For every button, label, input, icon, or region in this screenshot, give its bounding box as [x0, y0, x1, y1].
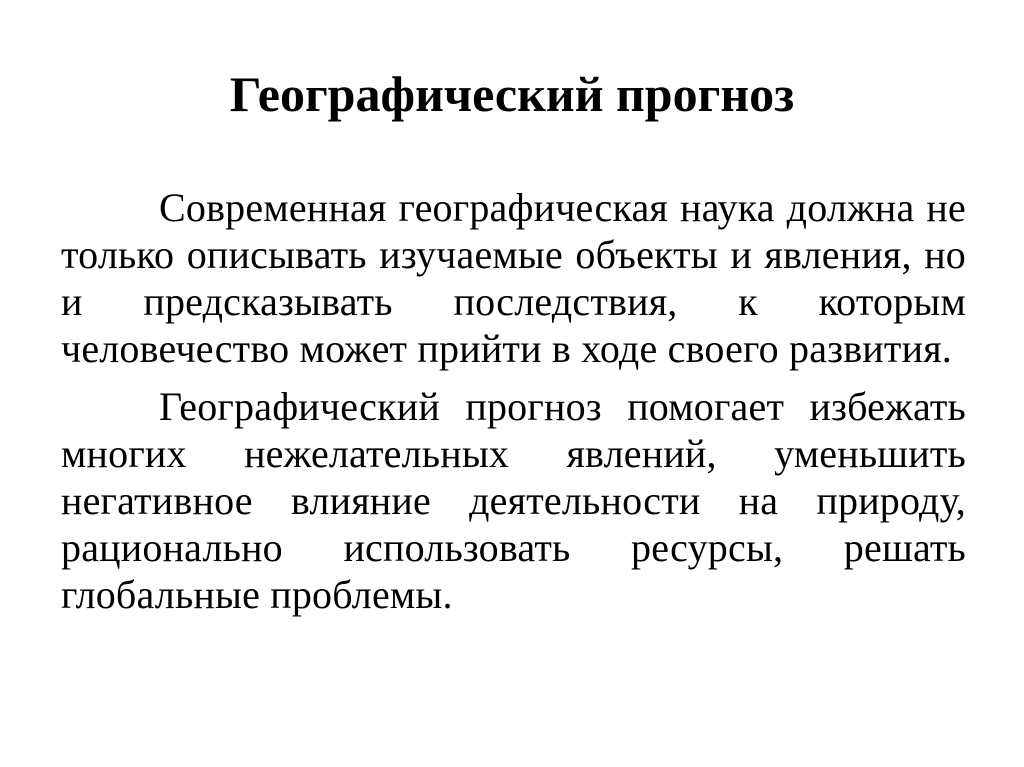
- slide-body: [61, 184, 966, 618]
- slide-title: Географический прогноз: [229, 66, 795, 122]
- paragraph-forecast-benefits: Географический прогноз помогает избежать многих нежелательных явлений, уменьшить негативное влияние деятельности на природу, рационально использовать ресурсы, решать глобальные проблемы.: [61, 384, 966, 617]
- paragraph-intro: Современная географическая наука должна не только описывать изучаемые объекты и явления, но и предсказывать последствия, к которым человечество может прийти в ходе своего развития.: [61, 185, 966, 371]
